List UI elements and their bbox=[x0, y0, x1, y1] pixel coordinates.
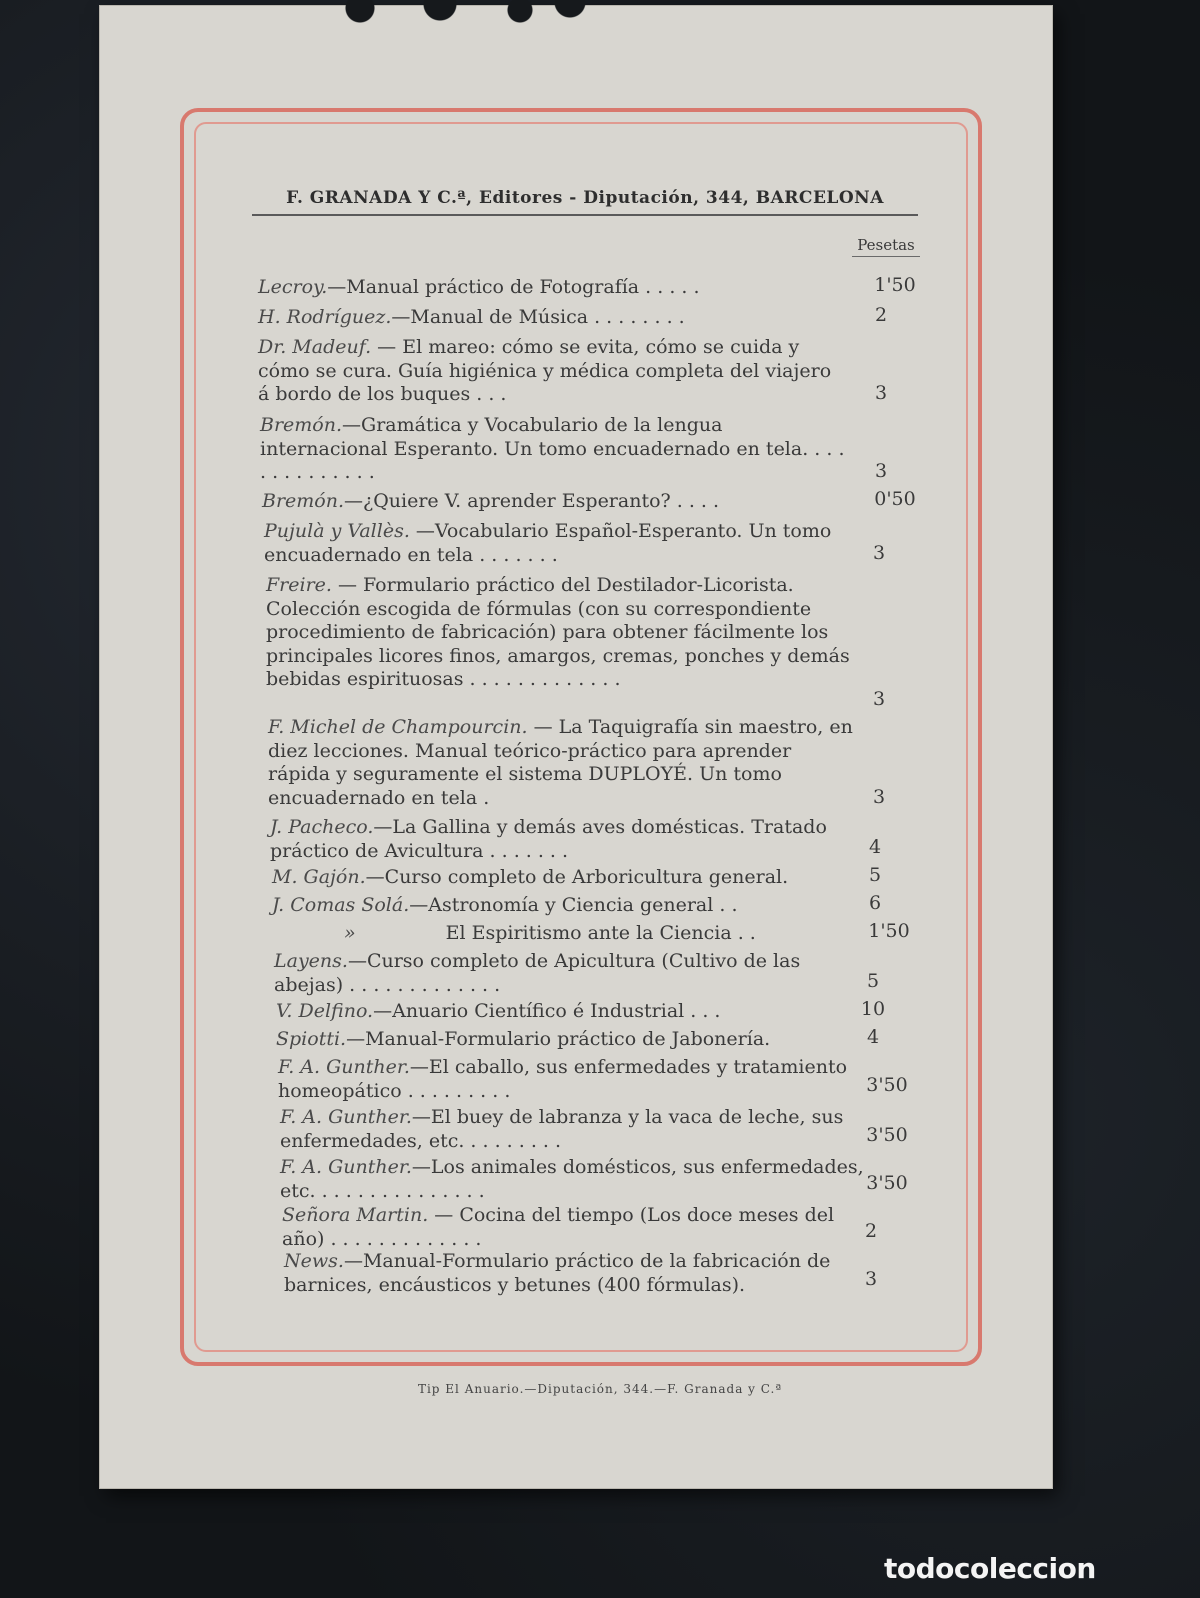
catalog-entry bbox=[276, 1000, 866, 1024]
entry-title: — La Taquigrafía sin maestro, en diez lecciones. Manual teórico-práctico para aprender rápida y seguramente el sistema DUPLOYÉ. Un tomo encuadernado en tela . bbox=[268, 716, 853, 809]
entry-title: — Cocina del tiempo (Los doce meses del año) . . . . . . . . . . . . . bbox=[282, 1204, 835, 1250]
entry-title: —El caballo, sus enfermedades y tratamiento homeopático . . . . . . . . . bbox=[278, 1056, 848, 1102]
entry-price: 1'50 bbox=[868, 920, 910, 942]
site-watermark: todocoleccion bbox=[884, 1552, 1096, 1585]
catalog-entry bbox=[278, 1056, 868, 1103]
catalog-entry bbox=[258, 276, 848, 300]
entry-title: —Los animales domésticos, sus enfermedades, etc. . . . . . . . . . . . . . . bbox=[280, 1156, 864, 1202]
entry-author: Bremón. bbox=[262, 490, 345, 512]
entry-price: 3'50 bbox=[866, 1172, 908, 1194]
entry-price: 3 bbox=[872, 688, 886, 710]
entry-title: —Vocabulario Español-Esperanto. Un tomo encuadernado en tela . . . . . . . bbox=[264, 520, 832, 566]
catalog-entry bbox=[262, 490, 852, 514]
printer-imprint: Tip El Anuario.—Diputación, 344.—F. Granada y C.ª bbox=[417, 1382, 783, 1396]
catalog-entry bbox=[258, 306, 848, 330]
catalog-entry bbox=[266, 574, 856, 692]
catalog-entry bbox=[284, 1250, 844, 1297]
entry-title: —La Gallina y demás aves domésticas. Tratado práctico de Avicultura . . . . . . . bbox=[270, 816, 827, 862]
entry-author: Dr. Madeuf. bbox=[258, 336, 372, 358]
entry-title: —Manual-Formulario práctico de Jabonería. bbox=[346, 1028, 771, 1050]
entry-price: 3'50 bbox=[866, 1074, 908, 1096]
entry-title: —El buey de labranza y la vaca de leche, sus enfermedades, etc. . . . . . . . . bbox=[280, 1106, 844, 1152]
catalog-entry bbox=[344, 922, 844, 946]
entry-author: H. Rodríguez. bbox=[258, 306, 392, 328]
entry-author: F. A. Gunther. bbox=[280, 1106, 412, 1128]
entry-price: 0'50 bbox=[874, 488, 916, 510]
entry-title: —¿Quiere V. aprender Esperanto? . . . . bbox=[344, 490, 720, 512]
entry-price: 3'50 bbox=[866, 1124, 908, 1146]
entry-author: J. Pacheco. bbox=[270, 816, 374, 838]
entry-title: —Gramática y Vocabulario de la lengua internacional Esperanto. Un tomo encuadernado en tela. . . . . . . . . . . . . . bbox=[260, 414, 845, 483]
entry-author: Señora Martin. bbox=[282, 1204, 429, 1226]
entry-price: 3 bbox=[874, 382, 888, 404]
entry-title: — Formulario práctico del Destilador-Licorista. Colección escogida de fórmulas (con su correspondiente procedimiento de fabricación) para obtener fácilmente los principales licores finos, amargos, cremas, ponches y demás bebidas espirituosas . . . . . . . . . . . . . bbox=[266, 574, 850, 690]
catalog-entry bbox=[268, 716, 858, 810]
entry-price: 2 bbox=[864, 1220, 878, 1242]
entry-author: Bremón. bbox=[260, 414, 343, 436]
catalog-entry bbox=[272, 866, 862, 890]
entry-title: —Astronomía y Ciencia general . . bbox=[409, 894, 738, 916]
catalog-entry bbox=[260, 414, 850, 485]
entry-author: V. Delfino. bbox=[276, 1000, 374, 1022]
entry-price: 2 bbox=[874, 304, 888, 326]
catalog-entry bbox=[280, 1106, 870, 1153]
entry-price: 3 bbox=[872, 542, 886, 564]
entry-price: 5 bbox=[868, 864, 882, 886]
price-column-header: Pesetas bbox=[852, 236, 920, 257]
catalog-entry bbox=[270, 816, 860, 863]
entry-author: J. Comas Solá. bbox=[272, 894, 410, 916]
entry-author: Pujulà y Vallès. bbox=[264, 520, 410, 542]
entry-author: Freire. bbox=[266, 574, 332, 596]
entry-author: M. Gajón. bbox=[272, 866, 366, 888]
entry-price: 6 bbox=[868, 892, 882, 914]
entry-title: —Manual de Música . . . . . . . . bbox=[391, 306, 685, 328]
entry-author: Spiotti. bbox=[276, 1028, 347, 1050]
entry-author: F. A. Gunther. bbox=[280, 1156, 412, 1178]
entry-author: Lecroy. bbox=[258, 276, 328, 298]
entry-title: —Manual-Formulario práctico de la fabricación de barnices, encáusticos y betunes (400 fórmulas). bbox=[284, 1250, 831, 1296]
entry-title: —Manual práctico de Fotografía . . . . . bbox=[327, 276, 700, 298]
entry-title: —Anuario Científico é Industrial . . . bbox=[373, 1000, 721, 1022]
catalog-entry bbox=[258, 336, 848, 407]
entry-price: 3 bbox=[874, 460, 888, 482]
entry-author: News. bbox=[284, 1250, 344, 1272]
catalog-entry bbox=[274, 950, 864, 997]
entry-price: 4 bbox=[866, 1026, 880, 1048]
entry-author: F. A. Gunther. bbox=[278, 1056, 410, 1078]
entry-price: 4 bbox=[868, 836, 882, 858]
catalog-entry bbox=[280, 1156, 870, 1203]
entry-price: 3 bbox=[872, 786, 886, 808]
entry-price: 1'50 bbox=[874, 274, 916, 296]
entry-price: 10 bbox=[860, 998, 886, 1020]
publisher-header: F. GRANADA Y C.ª, Editores - Diputación, 344, BARCELONA bbox=[252, 188, 918, 216]
catalog-entry bbox=[272, 894, 862, 918]
catalog-entry bbox=[276, 1028, 866, 1052]
catalog-entry bbox=[282, 1204, 872, 1251]
entry-author: F. Michel de Champourcin. bbox=[268, 716, 528, 738]
entry-author: » bbox=[344, 922, 356, 944]
entry-price: 3 bbox=[864, 1268, 878, 1290]
entry-author: Layens. bbox=[274, 950, 348, 972]
entry-title: — El mareo: cómo se evita, cómo se cuida y cómo se cura. Guía higiénica y médica completa del viajero á bordo de los buques . . . bbox=[258, 336, 832, 405]
catalog-entry bbox=[264, 520, 854, 567]
entry-title: —Curso completo de Arboricultura general. bbox=[365, 866, 789, 888]
entry-price: 5 bbox=[866, 970, 880, 992]
entry-title: —Curso completo de Apicultura (Cultivo de las abejas) . . . . . . . . . . . . . bbox=[274, 950, 801, 996]
entry-title: El Espiritismo ante la Ciencia . . bbox=[445, 922, 756, 944]
